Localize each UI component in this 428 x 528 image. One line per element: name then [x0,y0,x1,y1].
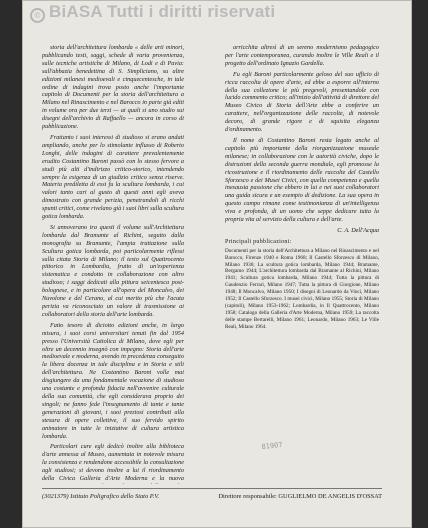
bibliography-heading: Principali pubblicazioni: [225,238,292,245]
paragraph: storia dell'architettura lombarda « delle arti minori, pubblicando testi, saggi, schede di varia provenienza, sulle tecniche artistiche di Milano, di Lodi e di Pavia: sull'abbazia benedettina di S. Simpliciano, su altre edizioni milanesi medioevali e cinquecentesche, in tale ordine di indagini trova posto anche l'importante capitolo di Documenti per la storia dell'architettura a Milano nel Rinascimento e nel Barocco in parte già editi in volume ora per due terzi — ai quali si uno studio sui disegni dell'archivio di Raffaello — ancora in corso di pubblicazione. [42,44,184,131]
copyright-icon: © [30,8,45,23]
paragraph: arricchita altresì di un sereno modernismo pedagogico per l'arte contemporanea, curando inoltre le Ville Reali e il progetto dell'ordinato Ignazio Gardella. [225,44,379,67]
bibliography-text: Documenti per la storia dell'Architettura a Milano nel Rinascimento e nel Barocco, Firenze 1940 e Roma 1968; Il Castello Sforzesco di Milano, Milano 1936; La scultura gotica lombarda, Milano 1944; Bramante, Bergamo 1944; L'architettura lombarda dal Bramante al Richini, Milano 1941; Scultura gotica lombarda, Milano 1944; Tutta la pittura di Gaudenzio Ferrari, Milano 1947; Tutta la pittura di Giorgione, Milano 1948; Il Moncalvo, Milano 1950; I disegni di Leonardo da Vinci, Milano 1952; Il Castello Sforzesco. I musei civici, Milano 1955; Storia di Milano (capitoli), Milano 1953-1962; Lombardia, in Il Quattrocento, Milano 1958; Catalogo della Galleria d'Arte Moderna, Milano 1959; La raccolta delle stampe Bertarelli, Milano 1961; Leonardo, Milano 1963; Le Ville Reali, Milano 1964. [225,247,379,330]
paragraph: Fu egli Baroni particolarmente geloso del suo ufficio di ricca raccolta di opere d'arte, ed ebbe a esporre all'interno della sua collezione le più pregevoli, presentandole con lucido commento critico; all'inizio dell'attività di direttore del Museo Civico di Storia dell'Arte ebbe a conferire un carattere, nell'organizzazione delle raccolte, di notevole decoro, di grande rigore e di squisita eleganza d'ordinamento. [225,70,379,134]
author-signature: C. A. Dell'Acqua [337,226,379,234]
editor-credit: Direttore responsabile: GUGLIELMO DE ANGELIS D'OSSAT [218,493,382,500]
paragraph: Si annoverano tra questi il volume sull'Architettura lombarda dal Bramante al Richini, seguito dalla monografia su Bramante, l'ampia trattazione sulla Scultura gotica lombarda, poi particolarmente riflessi sulla citata Storia di Milano; il testo sul Quattrocento pittorico in Lombardia, frutto di un'esperienza sistematica e condotto in collaborazione con altro studioso; i saggi dedicati alla pittura seicentesca post-bolognese, e in particolare all'opera del Moncalvo, dei Nuvolone e del Cerano, al cui merito più che l'acuta perizia va riconosciuto un valore di trasmissione ai collaboratori della storia dell'arte lombarda. [42,223,184,318]
paragraph: Il nome di Costantino Baroni resta legato anche al capitolo più importante della riorganizzazione museale milanese; in collaborazione con le autorità civiche, dopo le distruzioni della seconda guerra mondiale, egli promosse la ricostruzione e il riordinamento delle raccolte del Castello Sforzesco e dei Musei Civici, con quella competenza e quella inesausta passione che ebbero in lui e nei suoi collaboratori una guida sicura e un esempio di dedizione. La sua opera in questo campo rimane come testimonianza di un'intelligenza viva e profonda, di un uomo che seppe dedicare tutta la propria vita al servizio della cultura e dell'arte. [225,136,379,224]
paragraph: Frattanto i suoi interessi di studioso si erano andati ampliando, anche per lo stimolante influsso di Roberto Longhi, delle indagini di carattere prevalentemente erudito Costantino Baroni passò con lo stesso fervore a studi più alti d'indirizzo critico-storico, intendendo sempre la esigenza di un giudizio critico senza riserve. Materia prediletta di essi fu la scultura lombarda, i cui valori tanto cari al gusto di questi anni egli aveva dimostrato con grande perizia, penetrandoli di ricchi spunti critici, come rivelano già i suoi libri sulla scultura gotica lombarda. [42,133,184,221]
paragraph: Particolari cure egli dedicò inoltre alla biblioteca d'arte annessa al Museo, aumentata in notevole misura la consistenza e rendendone accessibile la consultazione agli studiosi; si devono inoltre a lui il riordinamento della Civica Galleria d'Arte Moderna e la nuova [42,443,184,483]
footer [42,493,382,500]
watermark [30,2,390,23]
footer-divider [42,488,382,489]
library-stamp: 81907 [261,440,283,452]
left-column [42,44,184,484]
printer-credit: (3021379) Istituto Poligrafico dello Stato P.V. [42,493,160,500]
right-column [225,44,379,331]
paragraph: Fatto tesoro di diciotto edizioni anche, in largo misura, i suoi corsi universitari tenuti fin dal 1954 presso l'Università Cattolica di Milano, dove egli per oltre un decennio insegnò con impegno: Storia dell'arte medioevale e moderna, avendo in precedenza conseguito la libera docenza in tale disciplina e in Storia e stili dell'architettura. Ne Costantino Baroni volle mai disgiungere da una fondamentale vocazione di studioso una costante e profonda fiducia nell'avvenire culturale della sua comunità, che egli considerava proprio dei singoli; ne fanno fede l'insegnamento di tante e tante generazioni di giovani, i suoi preziosi contributi alla stesura di opere collettive, il suo fervido spirito animatore in tutte le iniziative di cultura artistica lombarda. [42,321,184,440]
watermark-text: BiASA Tutti i diritti riservati [49,2,276,21]
